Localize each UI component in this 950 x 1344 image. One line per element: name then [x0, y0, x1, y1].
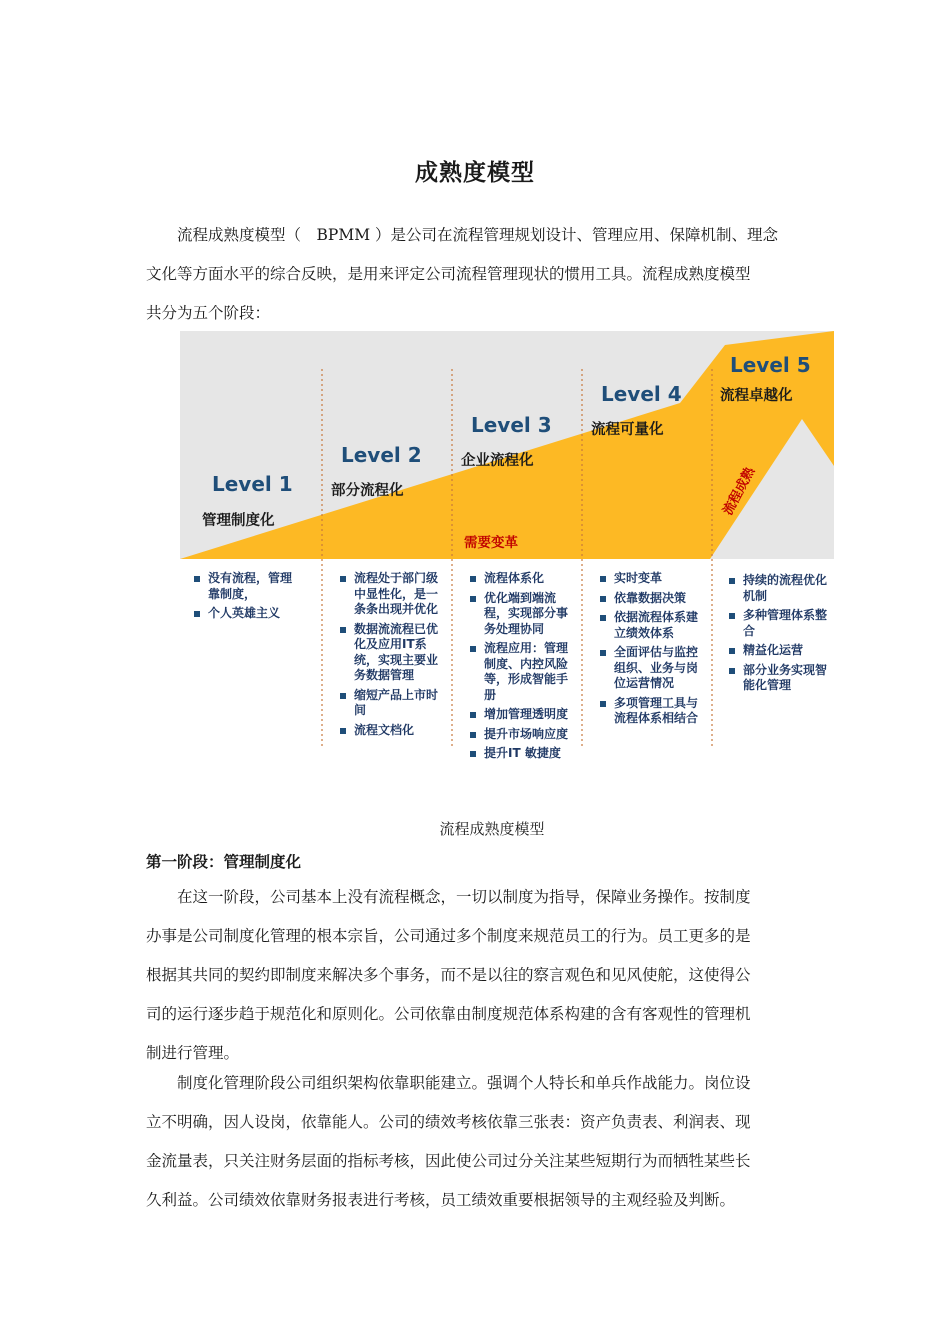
list-item: 提升市场响应度 [470, 727, 568, 743]
level-4-title: Level 4 [601, 382, 682, 406]
text-line: 在这一阶段，公司基本上没有流程概念，一切以制度为指导，保障业务操作。按制度 [177, 888, 751, 906]
list-item: 多项管理工具与流程体系相结合 [600, 696, 698, 727]
text-line: 办事是公司制度化管理的根本宗旨，公司通过多个制度来规范员工的行为。员工更多的是 [146, 927, 751, 945]
level-2-items [340, 571, 448, 742]
text-line: 制度化管理阶段公司组织架构依靠职能建立。强调个人特长和单兵作战能力。岗位设 [177, 1074, 751, 1092]
level-1-subtitle: 管理制度化 [202, 513, 275, 529]
list-item: 流程文档化 [340, 723, 448, 739]
text-line: 久利益。公司绩效依靠财务报表进行考核，员工绩效重要根据领导的主观经验及判断。 [146, 1191, 736, 1209]
section-paragraph-2 [146, 1064, 810, 1220]
intro-paragraph [146, 216, 810, 333]
page-title: 成熟度模型 [415, 160, 535, 186]
level-1-title: Level 1 [212, 472, 293, 496]
level-5-items [729, 573, 827, 698]
list-item: 缩短产品上市时间 [340, 688, 448, 719]
text-line: 司的运行逐步趋于规范化和原则化。公司依靠由制度规范体系构建的含有客观性的管理机 [146, 1005, 751, 1023]
text-line: 立不明确，因人设岗，依靠能人。公司的绩效考核依靠三张表：资产负责表、利润表、现 [146, 1113, 751, 1131]
figure-caption: 流程成熟度模型 [439, 820, 545, 838]
level-5-title: Level 5 [730, 353, 811, 377]
level-3-items [470, 571, 568, 766]
list-item: 实时变革 [600, 571, 698, 587]
list-item: 多种管理体系整合 [729, 608, 827, 639]
list-item: 依靠数据决策 [600, 591, 698, 607]
section-paragraph-1 [146, 878, 810, 1073]
level-5-subtitle: 流程卓越化 [720, 388, 793, 404]
level-4-items [600, 571, 698, 731]
level-3-title: Level 3 [471, 413, 552, 437]
list-item: 持续的流程优化机制 [729, 573, 827, 604]
list-item: 依据流程体系建立绩效体系 [600, 610, 698, 641]
list-item: 流程体系化 [470, 571, 568, 587]
section-heading: 第一阶段：管理制度化 [146, 853, 302, 871]
list-item: 部分业务实现智能化管理 [729, 663, 827, 694]
text-line: 共分为五个阶段： [146, 304, 271, 322]
text-line: 制进行管理。 [146, 1044, 240, 1062]
list-item: 提升IT 敏捷度 [470, 746, 568, 762]
level-3-subtitle: 企业流程化 [461, 453, 534, 469]
level-2-title: Level 2 [341, 443, 422, 467]
list-item: 精益化运营 [729, 643, 827, 659]
list-item: 数据流流程已优化及应用IT系统，实现主要业务数据管理 [340, 622, 448, 684]
list-item: 没有流程，管理靠制度， [194, 571, 302, 602]
list-item: 流程处于部门级中显性化，是一条条出现并优化 [340, 571, 448, 618]
list-item: 优化端到端流程，实现部分事务处理协同 [470, 591, 568, 638]
list-item: 个人英雄主义 [194, 606, 302, 622]
list-item: 流程应用：管理制度、内控风险等，形成智能手册 [470, 641, 568, 703]
level-1-items [194, 571, 302, 626]
level-4-subtitle: 流程可量化 [591, 422, 664, 438]
need-change-label: 需要变革 [464, 535, 518, 551]
text-line: 根据其共同的契约即制度来解决多个事务，而不是以往的察言观色和见风使舵，这使得公 [146, 966, 751, 984]
text-line: 流程成熟度模型（ BPMM ）是公司在流程管理规划设计、管理应用、保障机制、理念 [177, 226, 778, 244]
text-line: 金流量表，只关注财务层面的指标考核，因此使公司过分关注某些短期行为而牺牲某些长 [146, 1152, 751, 1170]
level-2-subtitle: 部分流程化 [331, 483, 404, 499]
list-item: 全面评估与监控组织、业务与岗位运营情况 [600, 645, 698, 692]
text-line: 文化等方面水平的综合反映，是用来评定公司流程管理现状的惯用工具。流程成熟度模型 [146, 265, 751, 283]
list-item: 增加管理透明度 [470, 707, 568, 723]
maturity-model-diagram [180, 331, 834, 786]
process-maturity-label: 流程成熟 [720, 464, 759, 518]
